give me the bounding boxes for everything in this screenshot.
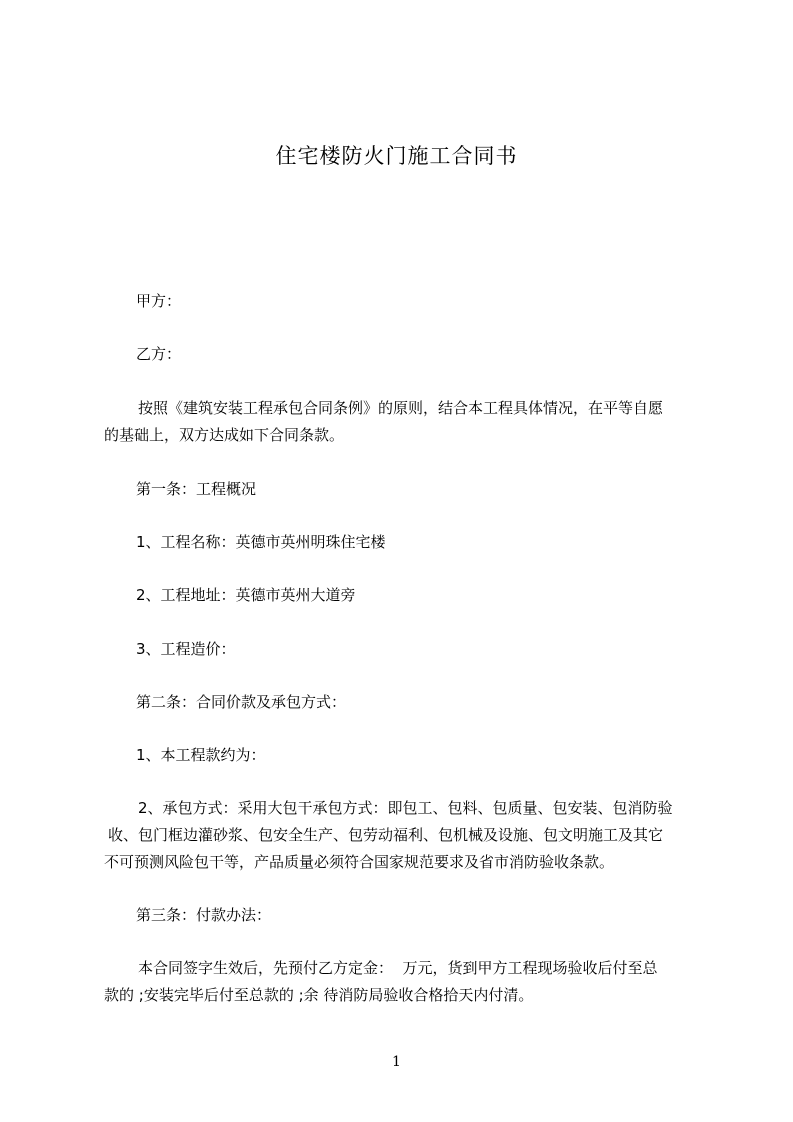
party-a-label: 甲方： (136, 292, 182, 310)
article-2-item-1: 1、本工程款约为： (136, 746, 266, 764)
article-1-item-3: 3、工程造价： (136, 640, 236, 658)
article-1-item-1: 1、工程名称：英德市英州明珠住宅楼 (136, 533, 386, 551)
article-2-item-2-line-2: 收、包门框边灌砂浆、包安全生产、包劳动福利、包机械及设施、包文明施工及其它 (108, 826, 664, 844)
page-number: 1 (392, 1054, 401, 1070)
article-3-heading: 第三条：付款办法： (136, 906, 272, 924)
intro-line-2: 的基础上，双方达成如下合同条款。 (104, 426, 345, 444)
article-1-item-2: 2、工程地址：英德市英州大道旁 (136, 586, 356, 604)
article-3-body-line-2: 款的 ;安装完毕后付至总款的 ;余 待消防局验收合格拾天内付清。 (104, 986, 534, 1004)
article-2-heading: 第二条：合同价款及承包方式： (136, 693, 347, 711)
intro-line-1: 按照《建筑安装工程承包合同条例》的原则，结合本工程具体情况，在平等自愿 (138, 399, 664, 417)
article-2-item-2-line-1: 2、承包方式：采用大包干承包方式：即包工、包料、包质量、包安装、包消防验 (138, 799, 673, 817)
party-b-label: 乙方： (136, 345, 182, 363)
article-1-heading: 第一条：工程概况 (136, 480, 257, 498)
article-2-item-2-line-3: 不可预测风险包干等，产品质量必须符合国家规范要求及省市消防验收条款。 (104, 853, 615, 871)
article-3-body-line-1: 本合同签字生效后，先预付乙方定金： 万元，货到甲方工程现场验收后付至总 (138, 959, 658, 977)
document-title: 住宅楼防火门施工合同书 (275, 144, 518, 168)
